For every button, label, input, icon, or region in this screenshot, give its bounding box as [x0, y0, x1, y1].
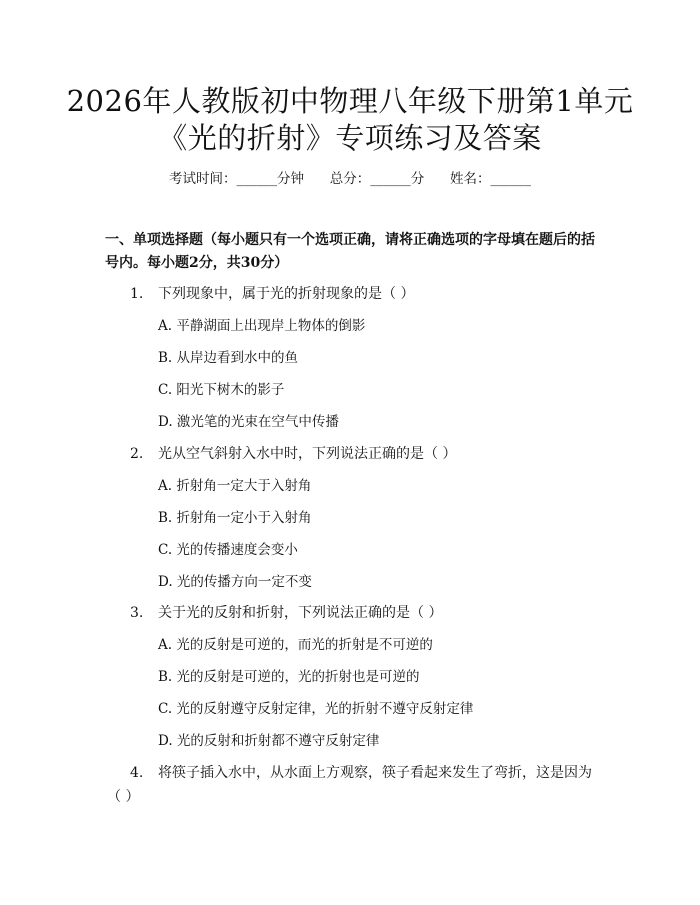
question-number: 1.	[130, 286, 144, 302]
option-c: C. 光的传播速度会变小	[158, 542, 298, 558]
option-b: B. 折射角一定小于入射角	[158, 510, 312, 526]
option-b: B. 从岸边看到水中的鱼	[158, 350, 299, 366]
question-number: 4.	[130, 765, 144, 781]
option-a: A. 折射角一定大于入射角	[158, 478, 312, 494]
document-title-line2: 《光的折射》专项练习及答案	[158, 121, 542, 155]
question-text: 将筷子插入水中，从水面上方观察，筷子看起来发生了弯折，这是因为	[158, 765, 592, 781]
section-heading: 一、单项选择题（每小题只有一个选项正确，请将正确选项的字母填在题后的括号内。每小题2分，共30分）	[105, 232, 595, 271]
option-a: A. 平静湖面上出现岸上物体的倒影	[158, 318, 366, 334]
question-number: 2.	[130, 446, 144, 462]
question-text: 光从空气斜射入水中时，下列说法正确的是（ ）	[158, 446, 457, 462]
option-c: C. 光的反射遵守反射定律，光的折射不遵守反射定律	[158, 701, 474, 717]
exam-info-line: 考试时间：______分钟 总分：______分 姓名：______	[169, 171, 531, 187]
option-b: B. 光的反射是可逆的，光的折射也是可逆的	[158, 669, 420, 685]
question-number: 3.	[130, 605, 144, 621]
question-text-continued: （ ）	[107, 789, 140, 805]
option-d: D. 光的传播方向一定不变	[158, 574, 312, 590]
document-title-line1: 2026年人教版初中物理八年级下册第1单元	[66, 84, 634, 118]
option-d: D. 激光笔的光束在空气中传播	[158, 414, 339, 430]
option-a: A. 光的反射是可逆的，而光的折射是不可逆的	[158, 637, 433, 653]
option-c: C. 阳光下树木的影子	[158, 382, 285, 398]
question-text: 关于光的反射和折射，下列说法正确的是（ ）	[158, 605, 443, 621]
option-d: D. 光的反射和折射都不遵守反射定律	[158, 733, 380, 749]
question-text: 下列现象中，属于光的折射现象的是（ ）	[158, 286, 415, 302]
